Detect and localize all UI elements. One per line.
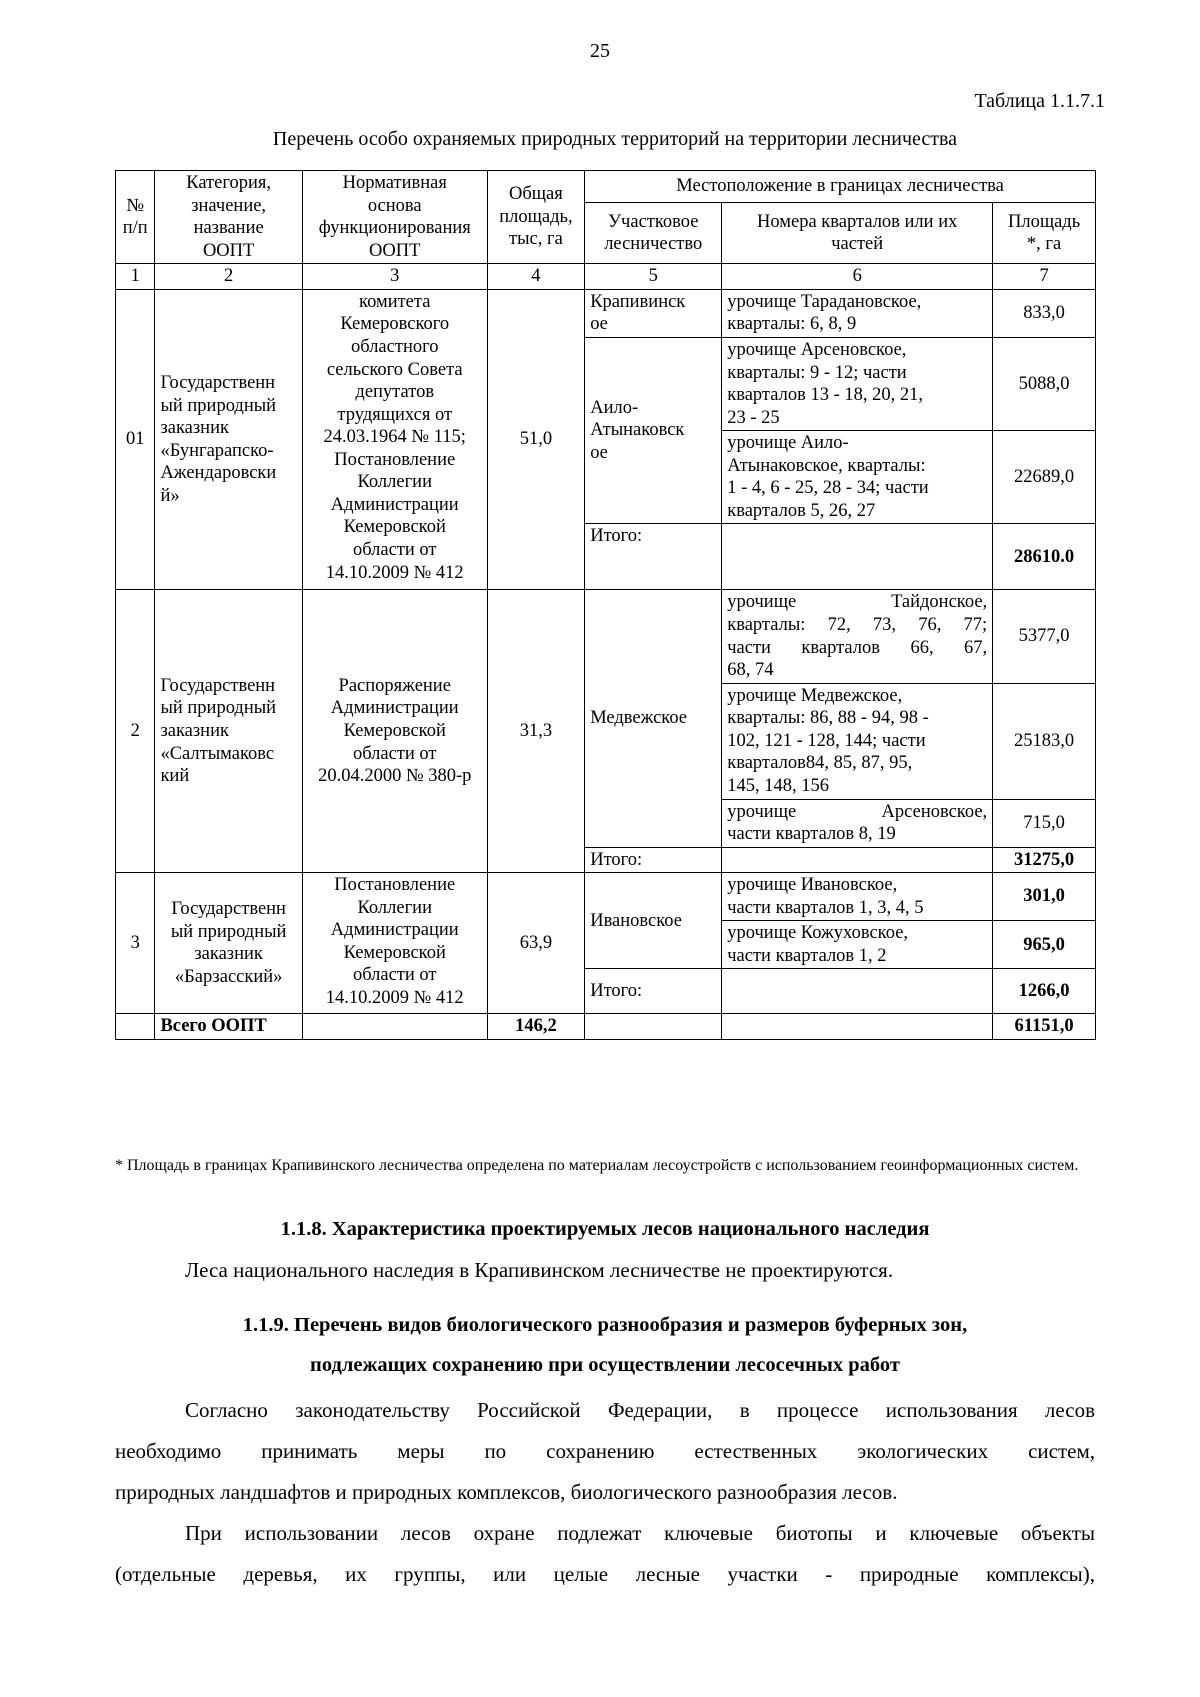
page-number: 25: [590, 40, 610, 62]
category-cell: Государственн ый природный заказник «Салтымаковс кий: [155, 590, 302, 873]
total-label: Итого:: [585, 524, 722, 590]
grand-total-row: [116, 1014, 1096, 1040]
paragraph-line: При использовании лесов охране подлежат ключевые биотопы и ключевые объекты: [185, 1521, 1095, 1545]
total-label: Итого:: [585, 969, 722, 1014]
header-num: № п/п: [116, 171, 155, 264]
grand-total-label: Всего ООПТ: [155, 1014, 302, 1040]
loc-area-cell: 965,0: [993, 921, 1096, 969]
header-loc-area: Площадь *, га: [993, 203, 1096, 264]
header-quarters: Номера кварталов или их частей: [722, 203, 993, 264]
area-cell: 63,9: [487, 873, 585, 1014]
row-number: 2: [116, 590, 155, 873]
empty-cell: [302, 1014, 487, 1040]
paragraph-line: (отдельные деревья, их группы, или целые лесные участки - природные комплексы),: [115, 1562, 1095, 1586]
quarters-cell: урочище Тарадановское, кварталы: 6, 8, 9: [722, 289, 993, 337]
section-1-1-9-heading-line1: 1.1.9. Перечень видов биологического разнообразия и размеров буферных зон,: [242, 1314, 968, 1336]
quarters-cell: урочище Арсеновское, части кварталов 8, 19: [722, 799, 993, 847]
col-number: 5: [585, 264, 722, 290]
table-label: Таблица 1.1.7.1: [974, 90, 1105, 112]
area-cell: 51,0: [487, 289, 585, 590]
quarters-cell: урочище Арсеновское, кварталы: 9 - 12; части кварталов 13 - 18, 20, 21, 23 - 25: [722, 337, 993, 430]
total-value: 28610.0: [993, 524, 1096, 590]
table-row: [116, 289, 1096, 337]
row-number: 01: [116, 289, 155, 590]
header-area: Общая площадь, тыс, га: [487, 171, 585, 264]
section-1-1-9-paragraph-1: [115, 1390, 1095, 1513]
category-cell: Государственн ый природный заказник «Барзасский»: [155, 873, 302, 1014]
table-row: [116, 590, 1096, 683]
section-1-1-8-heading: 1.1.8. Характеристика проектируемых лесов национального наследия: [280, 1218, 930, 1240]
grand-total-loc-area: 61151,0: [993, 1014, 1096, 1040]
basis-cell: Распоряжение Администрации Кемеровской области от 20.04.2000 № 380-р: [302, 590, 487, 873]
total-value: 31275,0: [993, 847, 1096, 873]
empty-cell: [722, 969, 993, 1014]
section-1-1-9-heading-line2: подлежащих сохранению при осуществлении лесосечных работ: [310, 1354, 900, 1376]
col-number: 4: [487, 264, 585, 290]
col-number: 6: [722, 264, 993, 290]
empty-cell: [722, 1014, 993, 1040]
header-district: Участковое лесничество: [585, 203, 722, 264]
footnote: * Площадь в границах Крапивинского лесничества определена по материалам лесоустройств с использованием геоинформационных систем.: [115, 1157, 1079, 1174]
loc-area-cell: 25183,0: [993, 683, 1096, 799]
col-number: 2: [155, 264, 302, 290]
quarters-cell: урочище Аило- Атынаковское, кварталы: 1 - 4, 6 - 25, 28 - 34; части кварталов 5, 26, 27: [722, 431, 993, 524]
empty-cell: [116, 1014, 155, 1040]
empty-cell: [585, 1014, 722, 1040]
quarters-cell: урочище Медвежское, кварталы: 86, 88 - 94, 98 - 102, 121 - 128, 144; части кварталов84, 85, 87, 95, 145, 148, 156: [722, 683, 993, 799]
header-category: Категория, значение, название ООПТ: [155, 171, 302, 264]
table-title: Перечень особо охраняемых природных территорий на территории лесничества: [272, 128, 958, 150]
district-cell: Ивановское: [585, 873, 722, 969]
quarters-cell: урочище Кожуховское, части кварталов 1, 2: [722, 921, 993, 969]
paragraph-line: необходимо принимать меры по сохранению естественных экологических систем,: [115, 1439, 1095, 1463]
header-row-1: [116, 171, 1096, 203]
paragraph-line: природных ландшафтов и природных комплексов, биологического разнообразия лесов.: [115, 1480, 898, 1504]
quarters-cell: урочище Ивановское, части кварталов 1, 3, 4, 5: [722, 873, 993, 921]
district-cell: Аило- Атынаковск ое: [585, 337, 722, 524]
total-label: Итого:: [585, 847, 722, 873]
loc-area-cell: 301,0: [993, 873, 1096, 921]
loc-area-cell: 715,0: [993, 799, 1096, 847]
district-cell: Медвежское: [585, 590, 722, 847]
grand-total-area: 146,2: [487, 1014, 585, 1040]
column-number-row: [116, 264, 1096, 290]
area-cell: 31,3: [487, 590, 585, 873]
col-number: 3: [302, 264, 487, 290]
district-cell: Крапивинск ое: [585, 289, 722, 337]
empty-cell: [722, 524, 993, 590]
total-value: 1266,0: [993, 969, 1096, 1014]
loc-area-cell: 833,0: [993, 289, 1096, 337]
paragraph-line: Согласно законодательству Российской Федерации, в процессе использования лесов: [185, 1398, 1095, 1422]
loc-area-cell: 5377,0: [993, 590, 1096, 683]
basis-cell: Постановление Коллегии Администрации Кемеровской области от 14.10.2009 № 412: [302, 873, 487, 1014]
oopt-table: [115, 170, 1096, 1040]
section-1-1-9-paragraph-2: [115, 1513, 1095, 1595]
table-row: [116, 873, 1096, 921]
basis-cell: комитета Кемеровского областного сельского Совета депутатов трудящихся от 24.03.1964 № 115; Постановление Коллегии Администрации Кемеровской области от 14.10.2009 № 412: [302, 289, 487, 590]
loc-area-cell: 5088,0: [993, 337, 1096, 430]
col-number: 7: [993, 264, 1096, 290]
quarters-cell: урочище Тайдонское, кварталы: 72, 73, 76, 77; части кварталов 66, 67, 68, 74: [722, 590, 993, 683]
row-number: 3: [116, 873, 155, 1014]
empty-cell: [722, 847, 993, 873]
loc-area-cell: 22689,0: [993, 431, 1096, 524]
header-basis: Нормативная основа функционирования ООПТ: [302, 171, 487, 264]
category-cell: Государственн ый природный заказник «Бунгарапско- Ажендаровски й»: [155, 289, 302, 590]
col-number: 1: [116, 264, 155, 290]
section-1-1-8-text: Леса национального наследия в Крапивинском лесничестве не проектируются.: [185, 1258, 894, 1282]
header-location-group: Местоположение в границах лесничества: [585, 171, 1096, 203]
